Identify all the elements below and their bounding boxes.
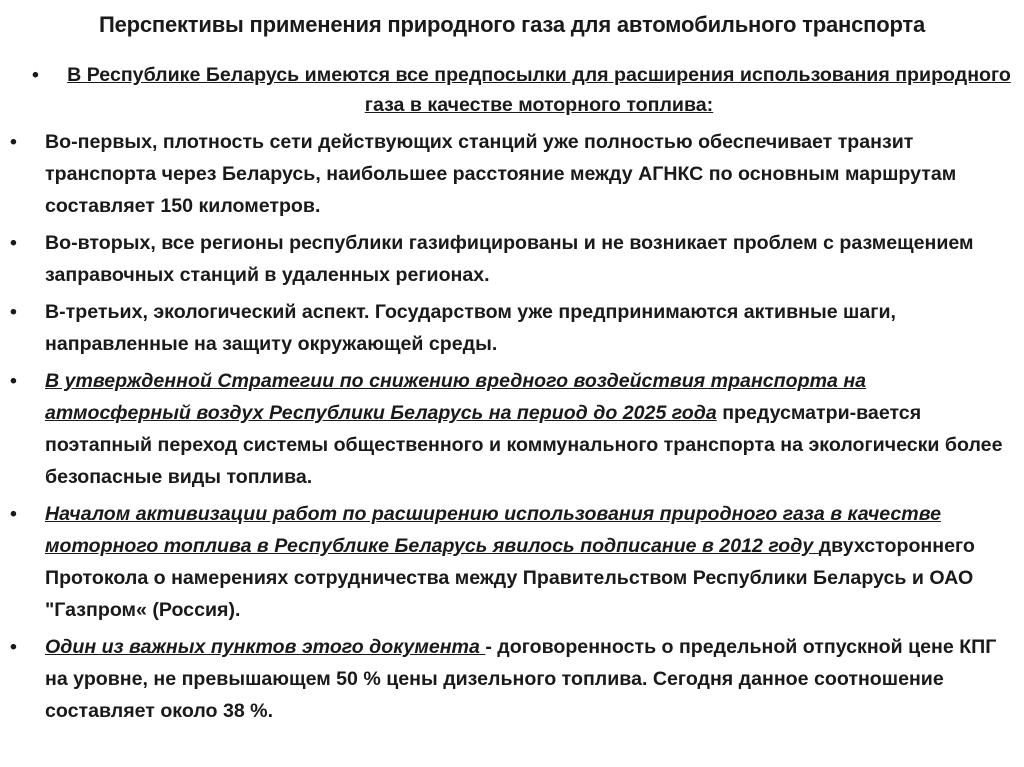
lead-paragraph	[22, 60, 1012, 120]
list-item	[0, 296, 1010, 360]
list-item	[0, 498, 1010, 626]
slide-title: Перспективы применения природного газа для автомобильного транспорта	[98, 12, 926, 37]
bullet-icon: •	[10, 636, 17, 658]
item-text: Во-вторых, все регионы республики газифицированы и не возникает проблем с размещением заправочных станций в удаленных регионах.	[45, 232, 974, 286]
bullet-icon: •	[10, 503, 17, 525]
bullet-icon: •	[10, 131, 17, 153]
item-text: В-третьих, экологический аспект. Государством уже предпринимаются активные шаги, направленные на защиту окружающей среды.	[45, 301, 896, 355]
item-emphasis: В утвержденной Стратегии по снижению вредного воздействия транспорта на атмосферный воздух Республики Беларусь на период до 2025 года	[45, 370, 867, 424]
item-text: Во-первых, плотность сети действующих станций уже полностью обеспечивает транзит транспорта через Беларусь, наибольшее расстояние между АГНКС по основным маршрутам составляет 150 километров.	[45, 131, 957, 217]
list-item	[0, 631, 1010, 727]
item-text: двухстороннего Протокола о намерениях сотрудничества между Правительством Республики Беларусь и ОАО "Газпром« (Россия).	[45, 535, 975, 621]
lead-text: В Республике Беларусь имеются все предпосылки для расширения использования природного газа в качестве моторного топлива:	[67, 64, 1011, 116]
list-item	[0, 365, 1010, 493]
bullet-icon: •	[32, 64, 39, 86]
item-text: - договоренность о предельной отпускной цене КПГ на уровне, не превышающем 50 % цены дизельного топлива. Сегодня данное соотношение составляет около 38 %.	[45, 636, 997, 722]
item-emphasis: Началом активизации работ по расширению использования природного газа в качестве моторного топлива в Республике Беларусь явилось подписание в 2012 году	[45, 503, 941, 557]
list-item	[0, 126, 1010, 222]
item-emphasis: Один из важных пунктов этого документа	[45, 636, 486, 658]
list-item	[0, 227, 1010, 291]
bullet-icon: •	[10, 232, 17, 254]
bullet-icon: •	[10, 301, 17, 323]
bullet-list	[0, 126, 1010, 732]
item-text: предусматри-вается поэтапный переход системы общественного и коммунального транспорта на экологически более безопасные виды топлива.	[45, 402, 1003, 488]
bullet-icon: •	[10, 370, 17, 392]
